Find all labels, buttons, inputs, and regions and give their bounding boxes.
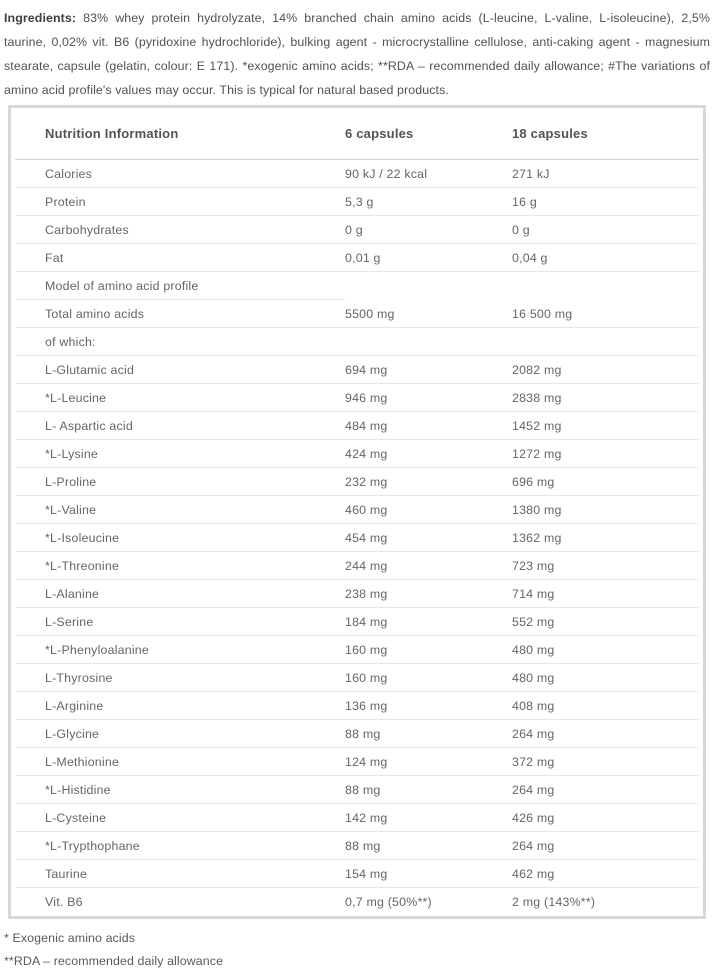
table-row [15, 860, 699, 888]
row-value-18-capsules: 372 mg [512, 754, 555, 769]
column-header-nutrition-information: Nutrition Information [45, 126, 179, 141]
row-label: *L-Leucine [45, 390, 107, 405]
row-label: L-Cysteine [45, 810, 107, 825]
row-value-18-capsules: 2 mg (143%**) [512, 895, 596, 909]
row-value-18-capsules: 1362 mg [512, 530, 562, 545]
row-label: L-Glycine [45, 726, 100, 741]
table-row [15, 272, 699, 300]
row-label: L-Thyrosine [45, 670, 113, 685]
row-value-6-capsules: 90 kJ / 22 kcal [345, 166, 428, 181]
row-value-18-capsules: 714 mg [512, 586, 555, 601]
row-value-6-capsules: 946 mg [345, 390, 388, 405]
footnotes [4, 927, 714, 973]
row-value-6-capsules: 154 mg [345, 866, 388, 881]
row-value-6-capsules: 160 mg [345, 670, 388, 685]
row-value-6-capsules: 136 mg [345, 698, 388, 713]
row-label: L-Methionine [45, 754, 120, 769]
table-row [15, 244, 699, 272]
table-row [15, 720, 699, 748]
row-label: L-Proline [45, 474, 97, 489]
table-row [15, 580, 699, 608]
row-label: Taurine [45, 866, 88, 881]
row-value-18-capsules: 16 500 mg [512, 306, 573, 321]
row-value-6-capsules: 232 mg [345, 474, 388, 489]
ingredients-text: 83% whey protein hydrolyzate, 14% branched chain amino acids (L-leucine, L-valine, L-isoleucine), 2,5% taurine, 0,02% vit. B6 (pyridoxine hydrochloride), bulking agent - microcrystalline cellulose, anti-caking agent - magnesium stearate, capsule (gelatin, colour: E 171). *exogenic amino acids; **RDA – recommended daily allowance; #The variations of amino acid profile's values may occur. This is typical for natural based products. [4, 11, 710, 97]
table-row [15, 748, 699, 776]
row-value-6-capsules: 238 mg [345, 586, 388, 601]
row-value-6-capsules: 124 mg [345, 754, 388, 769]
table-row [15, 888, 699, 916]
table-row [15, 384, 699, 412]
row-value-18-capsules: 264 mg [512, 838, 555, 853]
column-header-18-capsules: 18 capsules [512, 126, 588, 141]
row-label: Carbohydrates [45, 222, 129, 237]
row-value-6-capsules: 5500 mg [345, 306, 395, 321]
row-value-18-capsules: 426 mg [512, 810, 555, 825]
row-value-18-capsules: 723 mg [512, 558, 555, 573]
row-value-18-capsules: 264 mg [512, 782, 555, 797]
table-row [15, 524, 699, 552]
row-value-18-capsules: 462 mg [512, 866, 555, 881]
ingredients-paragraph [0, 0, 714, 102]
row-label: *L-Histidine [45, 782, 111, 797]
table-row [15, 468, 699, 496]
row-label: L-Glutamic acid [45, 362, 135, 377]
row-value-18-capsules: 16 g [512, 194, 537, 209]
table-row [15, 496, 699, 524]
row-value-6-capsules: 88 mg [345, 782, 381, 797]
table-row [15, 832, 699, 860]
row-value-6-capsules: 0,01 g [345, 250, 381, 265]
row-label: Protein [45, 194, 86, 209]
row-label: of which: [45, 334, 96, 349]
row-value-18-capsules: 2082 mg [512, 362, 562, 377]
table-row [15, 552, 699, 580]
row-value-6-capsules: 0,7 mg (50%**) [345, 895, 432, 909]
table-row [15, 160, 699, 188]
table-row [15, 776, 699, 804]
table-row [15, 608, 699, 636]
row-value-6-capsules: 5,3 g [345, 194, 374, 209]
row-value-6-capsules: 460 mg [345, 502, 388, 517]
table-row [15, 440, 699, 468]
row-value-6-capsules: 160 mg [345, 642, 388, 657]
row-value-18-capsules: 1380 mg [512, 502, 562, 517]
row-label: *L-Threonine [45, 558, 120, 573]
row-value-6-capsules: 244 mg [345, 558, 388, 573]
row-label: *L-Trypthophane [45, 838, 140, 853]
row-value-18-capsules: 480 mg [512, 642, 555, 657]
row-label: *L-Phenyloalanine [45, 642, 149, 657]
row-label: Model of amino acid profile [15, 272, 345, 300]
ingredients-label: Ingredients: [4, 11, 77, 25]
row-value-6-capsules: 694 mg [345, 362, 388, 377]
table-row [15, 300, 699, 328]
row-value-18-capsules: 480 mg [512, 670, 555, 685]
row-value-18-capsules: 2838 mg [512, 390, 562, 405]
row-label: L- Aspartic acid [45, 418, 133, 433]
row-value-18-capsules: 0,04 g [512, 250, 548, 265]
table-row [15, 188, 699, 216]
row-value-18-capsules: 696 mg [512, 474, 555, 489]
row-value-18-capsules: 1272 mg [512, 446, 562, 461]
row-label: *L-Valine [45, 502, 97, 517]
nutrition-table [8, 105, 706, 919]
table-row [15, 356, 699, 384]
row-value-18-capsules: 0 g [512, 222, 530, 237]
footnote-rda: **RDA – recommended daily allowance [4, 954, 224, 968]
footnote-exogenic: * Exogenic amino acids [4, 931, 135, 945]
table-row [15, 412, 699, 440]
row-label: *L-Isoleucine [45, 530, 120, 545]
row-label: Calories [45, 166, 93, 181]
row-value-18-capsules: 271 kJ [512, 166, 550, 181]
row-value-6-capsules: 0 g [345, 222, 363, 237]
table-row [15, 664, 699, 692]
row-value-6-capsules: 424 mg [345, 446, 388, 461]
row-value-6-capsules: 454 mg [345, 530, 388, 545]
row-label: Total amino acids [45, 306, 145, 321]
row-value-6-capsules: 88 mg [345, 726, 381, 741]
row-value-6-capsules: 184 mg [345, 614, 388, 629]
nutrition-table-header-row [15, 108, 699, 160]
row-label: Vit. B6 [45, 895, 83, 909]
table-row [15, 692, 699, 720]
row-value-6-capsules: 142 mg [345, 810, 388, 825]
table-row [15, 804, 699, 832]
table-row [15, 636, 699, 664]
column-header-6-capsules: 6 capsules [345, 126, 414, 141]
row-value-18-capsules: 1452 mg [512, 418, 562, 433]
row-value-6-capsules: 88 mg [345, 838, 381, 853]
row-label: Fat [45, 250, 64, 265]
table-row [15, 328, 699, 356]
row-value-18-capsules: 264 mg [512, 726, 555, 741]
row-label: *L-Lysine [45, 446, 98, 461]
nutrition-table-body [15, 160, 699, 916]
row-label: L-Alanine [45, 586, 100, 601]
row-label: L-Serine [45, 614, 94, 629]
table-row [15, 216, 699, 244]
row-value-18-capsules: 408 mg [512, 698, 555, 713]
row-value-18-capsules: 552 mg [512, 614, 555, 629]
row-value-6-capsules: 484 mg [345, 418, 388, 433]
row-label: L-Arginine [45, 698, 104, 713]
